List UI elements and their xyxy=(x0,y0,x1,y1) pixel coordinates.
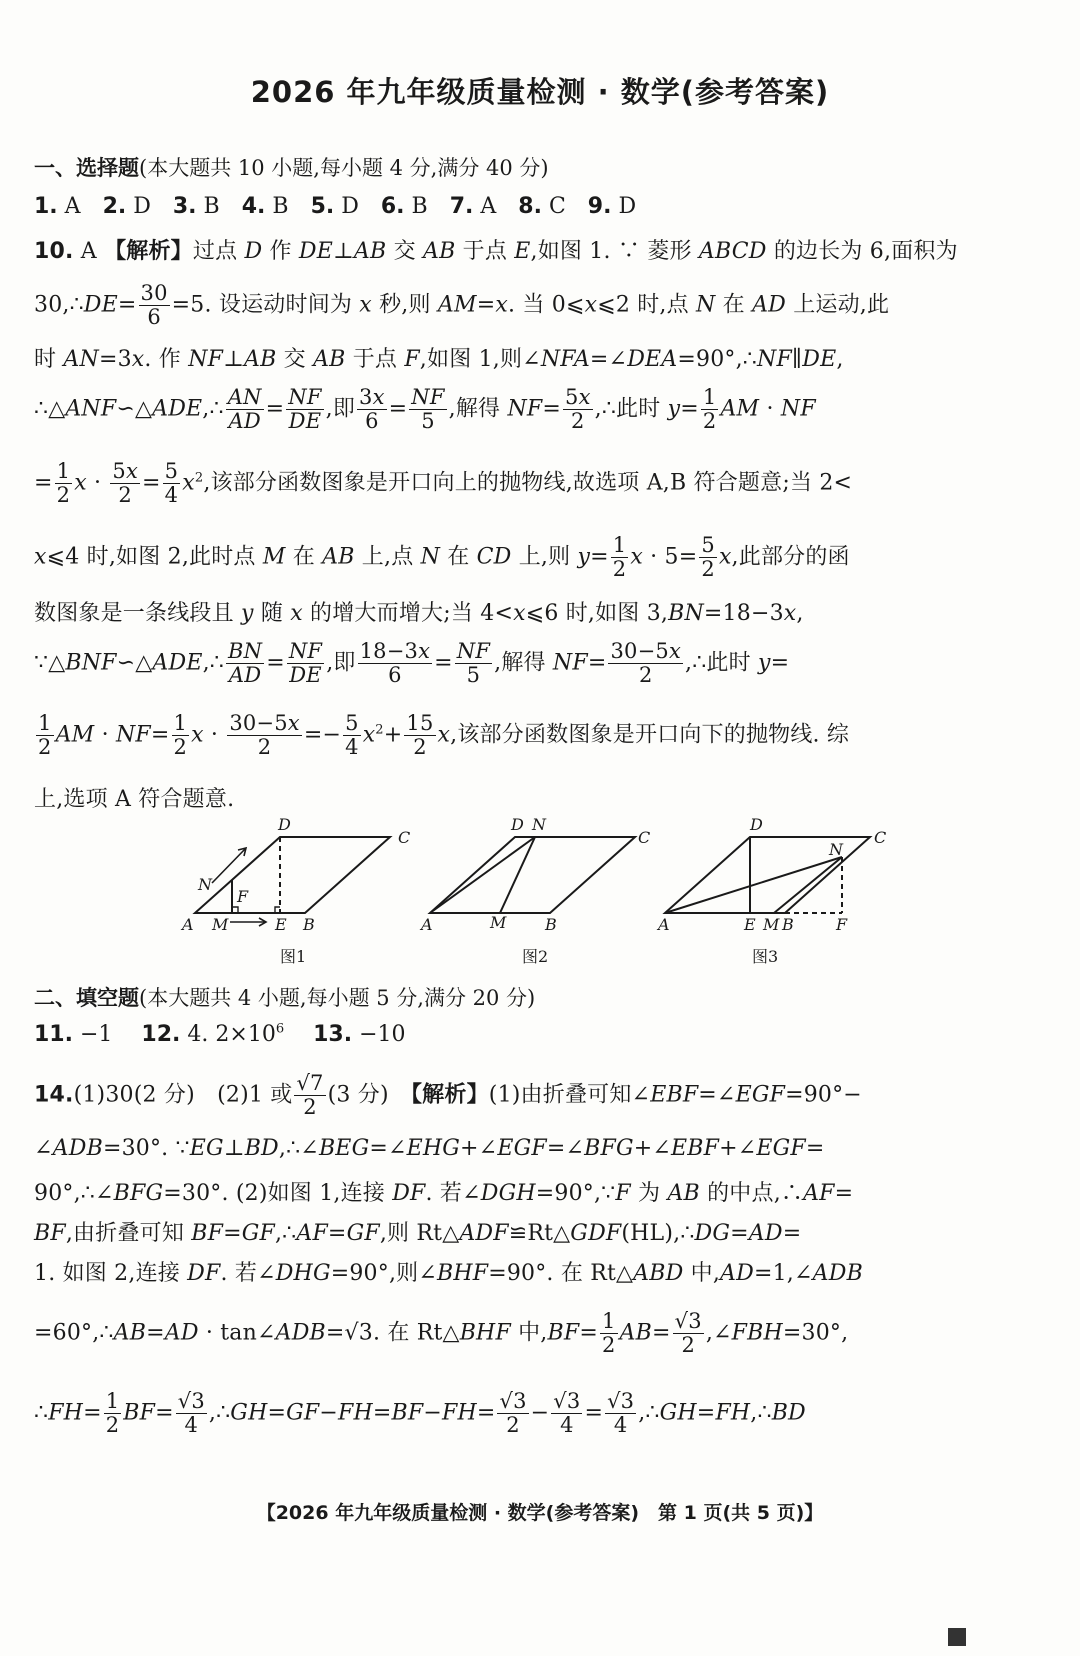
q10-line-5: = $\frac{1}{2}$ x · $\frac{5x}{2}$ = $\frac{5}{4}$ $x^2$,该部分函数图象是开口向上的抛物线,故选项 A,B 符合题意;当 2< xyxy=(34,459,853,508)
choice-answer-7: 7. A xyxy=(449,194,497,219)
q10-line-3: 时 AN=3x. 作 NF⊥AB 交 AB 于点 F,如图 1,则∠NFA=∠DEA=90°,∴NF∥DE, xyxy=(34,347,844,372)
svg-text:N: N xyxy=(829,840,843,859)
svg-text:A: A xyxy=(182,915,194,934)
fill-answers-row xyxy=(34,1022,428,1047)
q10-line-4: ∴△ANF∽△ADE,∴ $\frac{AN}{AD}$ = $\frac{NF}{DE}$ ,即 $\frac{3x}{6}$ = $\frac{NF}{5}$ ,解得 NF= $\frac{5x}{2}$ ,∴此时 y= $\frac{1}{2}$ AM · NF xyxy=(34,385,816,434)
choice-answer-9: 9. D xyxy=(587,194,637,219)
section-heading-choice xyxy=(34,152,549,182)
svg-text:M: M xyxy=(490,913,507,932)
q14-line-5: 1. 如图 2,连接 DF. 若∠DHG=90°,则∠BHF=90°. 在 Rt△ABD 中,AD=1,∠ADB xyxy=(34,1261,863,1286)
q10-line-6: x⩽4 时,如图 2,此时点 M 在 AB 上,点 N 在 CD 上,则 y= $\frac{1}{2}$ x · 5= $\frac{5}{2}$ x,此部分的函 xyxy=(34,533,850,582)
svg-text:B: B xyxy=(782,915,794,934)
svg-text:A: A xyxy=(658,915,670,934)
fig2-mn xyxy=(500,837,535,913)
section-note: (本大题共 10 小题,每小题 4 分,满分 40 分) xyxy=(139,156,549,180)
q10-line-9: $\frac{1}{2}$ AM · NF= $\frac{1}{2}$ x · $\frac{30-5x}{2}$ =− $\frac{5}{4}$ $x^2+$ $\frac{15}{2}$ x,该部分函数图象是开口向下的抛物线. 综 xyxy=(38,711,850,760)
svg-text:F: F xyxy=(237,887,249,906)
svg-text:N: N xyxy=(198,875,212,894)
fig1-caption: 图1 xyxy=(280,947,307,966)
question-number: 14. xyxy=(34,1082,74,1108)
svg-text:C: C xyxy=(638,828,651,847)
choice-answers-row xyxy=(34,194,658,219)
q14-line-7: ∴FH= $\frac{1}{2}$ BF= $\frac{√3}{4}$ ,∴GH=GF−FH=BF−FH= $\frac{√3}{2}$ − $\frac{√3}{4}$ = $\frac{√3}{4}$ ,∴GH=FH,∴BD xyxy=(34,1389,806,1438)
section-heading-fill xyxy=(34,982,535,1012)
choice-answer-6: 6. B xyxy=(380,194,428,219)
figures xyxy=(0,810,1080,980)
fig3-caption: 图3 xyxy=(752,947,779,966)
choice-answer-2: 2. D xyxy=(102,194,151,219)
svg-text:E: E xyxy=(744,915,756,934)
figure-svg xyxy=(0,810,1080,980)
svg-text:E: E xyxy=(275,915,287,934)
section-heading-label: 二、填空题 xyxy=(34,986,139,1010)
q14-line-4: BF,由折叠可知 BF=GF,∴AF=GF,则 Rt△ADF≌Rt△GDF(HL),∴DG=AD= xyxy=(34,1221,802,1246)
fig2-an xyxy=(430,837,535,913)
fig1-arrow-n xyxy=(212,848,246,883)
choice-answer-4: 4. B xyxy=(241,194,289,219)
page-footer: 【2026 年九年级质量检测 · 数学(参考答案) 第 1 页(共 5 页)】 xyxy=(256,1502,824,1524)
section-heading-label: 一、选择题 xyxy=(34,156,139,180)
svg-text:B: B xyxy=(545,915,557,934)
fill-answer-11: 11. −1 xyxy=(34,1022,113,1048)
q14-line-3: 90°,∴∠BFG=30°. (2)如图 1,连接 DF. 若∠DGH=90°,∵F 为 AB 的中点,∴AF= xyxy=(34,1181,854,1206)
fill-answer-12: 12. 4. $2\times 10^6$ xyxy=(141,1022,285,1048)
q10-line-10: 上,选项 A 符合题意. xyxy=(34,787,235,812)
fig3-mn xyxy=(774,857,842,913)
fig1-rhombus xyxy=(195,837,390,913)
q10-line-1: 10. A 【解析】过点 D 作 DE⊥AB 交 AB 于点 E,如图 1. ∵ 菱形 ABCD 的边长为 6,面积为 xyxy=(34,239,958,264)
q10-line-7: 数图象是一条线段且 y 随 x 的增大而增大;当 4<x⩽6 时,如图 3,BN=18−3x, xyxy=(34,601,804,626)
svg-text:C: C xyxy=(398,828,411,847)
analysis-tag: 【解析】 xyxy=(410,1082,489,1108)
question-number: 10. xyxy=(34,239,74,264)
fig2-rhombus xyxy=(430,837,635,913)
q14-line-2: ∠ADB=30°. ∵EG⊥BD,∴∠BEG=∠EHG+∠EGF=∠BFG+∠EBF+∠EGF= xyxy=(34,1136,825,1161)
svg-text:D: D xyxy=(750,815,763,834)
svg-text:M: M xyxy=(212,915,229,934)
svg-text:M: M xyxy=(763,915,780,934)
choice-answer-1: 1. A xyxy=(34,194,81,219)
q14-line-6: =60°,∴AB=AD · tan∠ADB=√3. 在 Rt△BHF 中,BF= $\frac{1}{2}$ AB= $\frac{√3}{2}$ ,∠FBH=30°, xyxy=(34,1309,849,1358)
q10-line-8: ∵△BNF∽△ADE,∴ $\frac{BN}{AD}$ = $\frac{NF}{DE}$ ,即 $\frac{18-3x}{6}$ = $\frac{NF}{5}$ ,解得 NF= $\frac{30-5x}{2}$ ,∴此时 y= xyxy=(34,639,790,688)
svg-text:B: B xyxy=(303,915,315,934)
qr-code-icon xyxy=(948,1628,966,1646)
choice-answer-3: 3. B xyxy=(172,194,220,219)
svg-text:C: C xyxy=(874,828,887,847)
choice-answer-5: 5. D xyxy=(310,194,359,219)
fig2-caption: 图2 xyxy=(522,947,549,966)
page-title: 2026 年九年级质量检测 · 数学(参考答案) xyxy=(250,75,830,109)
svg-text:D: D xyxy=(278,815,291,834)
svg-text:A: A xyxy=(421,915,433,934)
q10-line-2: 30,∴DE= $\frac{30}{6}$ =5. 设运动时间为 x 秒,则 AM=x. 当 0⩽x⩽2 时,点 N 在 AD 上运动,此 xyxy=(34,281,890,330)
section-note: (本大题共 4 小题,每小题 5 分,满分 20 分) xyxy=(139,986,536,1010)
analysis-tag: 【解析】 xyxy=(104,239,193,264)
q14-line-1: 14.(1)30(2 分) (2)1 或 $\frac{√7}{2}$ (3 分) 【解析】(1)由折叠可知∠EBF=∠EGF=90°− xyxy=(34,1071,862,1120)
svg-text:N: N xyxy=(532,815,546,834)
fill-answer-13: 13. −10 xyxy=(313,1022,406,1048)
choice-answer-8: 8. C xyxy=(518,194,566,219)
svg-text:D: D xyxy=(511,815,524,834)
svg-text:F: F xyxy=(836,915,848,934)
answer: A xyxy=(80,239,97,264)
